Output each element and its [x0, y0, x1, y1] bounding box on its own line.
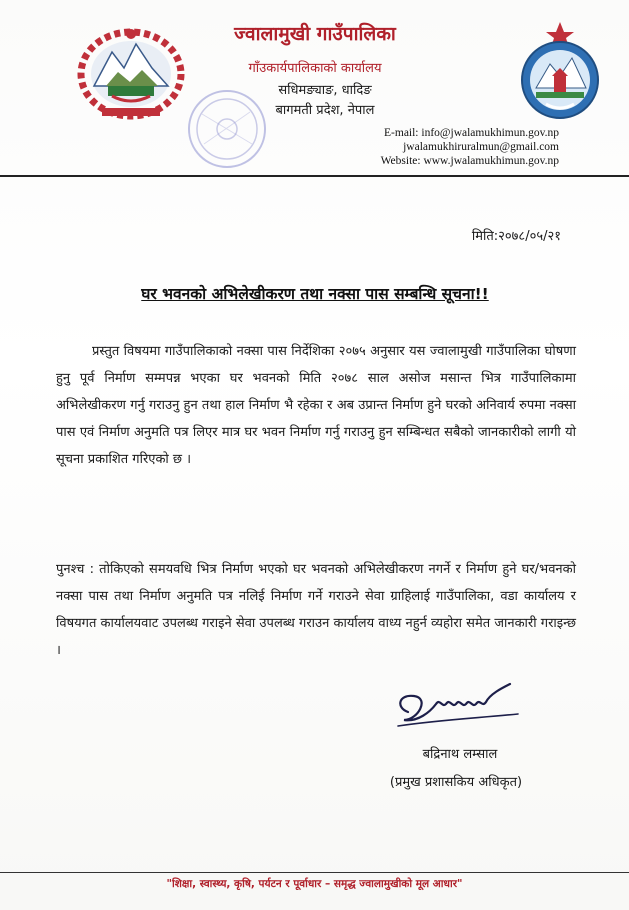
signatory-designation: (प्रमुख प्रशासकिय अधिकृत) [389, 775, 523, 790]
signature-icon [378, 668, 528, 736]
signatory-name: बद्रिनाथ लम्साल [422, 747, 498, 762]
email-secondary[interactable]: jwalamukhiruralmun@gmail.com [403, 141, 559, 153]
notice-title: घर भवनको अभिलेखीकरण तथा नक्सा पास सम्बन्धि सूचना!! [141, 285, 489, 303]
footer-divider [0, 872, 629, 873]
address-line-2: बागमती प्रदेश, नेपाल [275, 103, 375, 118]
office-type: गाँउकार्यपालिकाको कार्यालय [248, 61, 382, 76]
email-primary[interactable]: E-mail: info@jwalamukhimun.gov.np [384, 127, 559, 139]
website-link[interactable]: Website: www.jwalamukhimun.gov.np [380, 155, 559, 167]
footer-motto: "शिक्षा, स्वास्थ्य, कृषि, पर्यटन र पूर्वाधार – समृद्ध ज्वालामुखीको मूल आधार" [166, 878, 463, 890]
office-stamp-icon [182, 84, 272, 174]
nepal-emblem-icon [72, 22, 190, 122]
address-line-1: सधिमङ्याङ, धादिङ [278, 83, 372, 98]
notice-paragraph-main: प्रस्तुत विषयमा गाउँपालिकाको नक्सा पास निर्देशिका २०७५ अनुसार यस ज्वालामुखी गाउँपालिका घोषणा हुनु पूर्व निर्माण सम्मपन्न भएका घर भवनको मिति २०७८ साल असोज मसान्त भित्र गाउँपालिकामा अभिलेखीकरण गर्नु गराउनु हुन तथा हाल निर्माण भै रहेका र अब उप्रान्त निर्माण हुने घरको अनिवार्य रुपमा नक्सा पास एवं निर्माण अनुमति पत्र लिएर मात्र घर भवन निर्माण गर्नु गराउनु हुन सम्बिन्धत सबैको जानकारीको लागी यो सूचना प्रकाशित गरिएको छ । [56, 344, 576, 467]
office-name: ज्वालामुखी गाउँपालिका [234, 23, 396, 45]
notice-paragraph-postscript: पुनश्च : तोकिएको समयवधि भित्र निर्माण भएको घर भवनको अभिलेखीकरण नगर्ने र निर्माण हुने घर/भवनको नक्सा पास तथा निर्माण अनुमति पत्र नलिई निर्माण गर्ने गराउने सेवा ग्राहिलाई गाउँपालिका, वडा कार्यालय र विषयगत कार्यालयवाट उपलब्ध गराइने सेवा उपलब्ध गराउन कार्यालय वाध्य नहुर्न व्यहोरा समेत जानकारी गराइन्छ । [56, 562, 576, 658]
notice-date: मिति:२०७८/०५/२१ [471, 229, 561, 244]
contact-block [381, 126, 559, 168]
municipality-logo-icon [518, 18, 602, 122]
header-divider [0, 175, 629, 177]
